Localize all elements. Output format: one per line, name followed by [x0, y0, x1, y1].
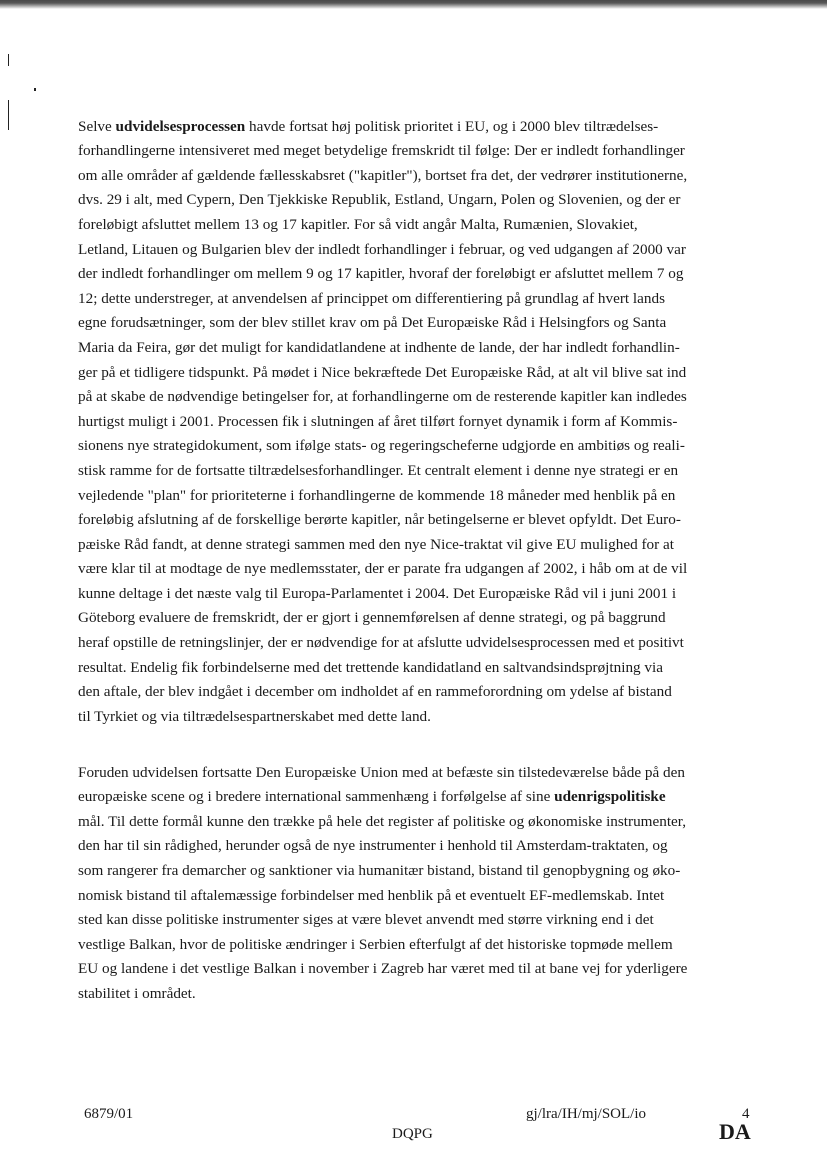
bold-term-foreign-policy: udenrigspolitiske: [554, 788, 666, 806]
paragraph-text: Selve: [78, 117, 116, 135]
author-initials: gj/lra/IH/mj/SOL/io: [526, 1106, 646, 1122]
paragraph-enlargement: [78, 90, 754, 729]
page-number: 4: [742, 1106, 750, 1122]
paragraph-text: havde fortsat høj politisk prioritet i EU, og i 2000 blev tiltrædelses- forhandlingerne intensiveret med meget betydelige fremskridt til følge: Der er indledt forhandlinger om alle områder af gældende fællesskabsret ("kapitler"), bortset fra det, der vedrører institutionerne, dvs. 29 i alt, med Cypern, Den Tjekkiske Republik, Estland, Ungarn, Polen og Slovenien, og der er foreløbigt afsluttet mellem 13 og 17 kapitler. For så vidt angår Malta, Rumænien, Slovakiet, Letland, Litauen og Bulgarien blev der indledt forhandlinger i februar, og ved udgangen af 2000 var der indledt forhandlinger om mellem 9 og 17 kapitler, hvoraf der foreløbigt er afsluttet mellem 7 og 12; dette understreger, at anvendelsen af princippet om differentiering på grundlag af hvert lands egne forudsætninger, som der blev stillet krav om på Det Europæiske Råd i Helsingfors og Santa Maria da Feira, gør det muligt for kandidatlandene at indhente de lande, der har indledt forhandlin- ger på et tidligere tidspunkt. På mødet i Nice bekræftede Det Europæiske Råd, at alt vil blive sat ind på at skabe de nødvendige betingelser for, at forhandlingerne om de resterende kapitler kan indledes hurtigst muligt i 2001. Processen fik i slutningen af året tilført fornyet dynamik i form af Kommis- sionens nye strategidokument, som ifølge stats- og regeringscheferne udgjorde en ambitiøs og reali- stisk ramme for de fortsatte tiltrædelsesforhandlinger. Et centralt element i denne nye strategi er en vejledende "plan" for prioriteterne i forhandlingerne de kommende 18 måneder med henblik på en foreløbig afslutning af de forskellige berørte kapitler, når betingelserne er blevet opfyldt. Det Euro- pæiske Råd fandt, at denne strategi sammen med den nye Nice-traktat vil give EU mulighed for at være klar til at modtage de nye medlemsstater, der er parate fra udgangen af 2002, i håb om at de vil kunne deltage i det næste valg til Europa-Parlamentet i 2004. Det Europæiske Råd vil i juni 2001 i Göteborg evaluere de fremskridt, der er gjort i gennemførelsen af denne strategi, og på baggrund heraf opstille de retningslinjer, der er nødvendige for at afslutte udvidelsesprocessen med et positivt resultat. Endelig fik forbindelserne med det trettende kandidatland en saltvandsindsprøjtning via den aftale, der blev indgået i december om indholdet af en rammeforordning om ydelse af bistand til Tyrkiet og via tiltrædelsespartnerskabet med dette land.: [78, 117, 688, 725]
document-number: 6879/01: [84, 1106, 134, 1122]
paragraph-foreign-policy: [78, 736, 754, 1007]
scan-artifact-mark: [34, 88, 36, 91]
scan-artifact-mark: [8, 54, 9, 66]
bold-term-enlargement-process: udvidelsesprocessen: [115, 117, 246, 135]
scan-top-edge: [0, 0, 827, 9]
directorate-code: DQPG: [392, 1126, 433, 1142]
scan-artifact-mark: [8, 100, 9, 130]
paragraph-text: mål. Til dette formål kunne den trække på hele det register af politiske og økonomiske instrumenter, den har til sin rådighed, herunder også de nye instrumenter i henhold til Amsterdam-traktaten, og som rangerer fra demarcher og sanktioner via humanitær bistand, bistand til genopbygning og øko- nomisk bistand til aftalemæssige forbindelser med henblik på et eventuelt EF-medlemskab. Intet sted kan disse politiske instrumenter siges at være blevet anvendt med større virkning end i det vestlige Balkan, hvor de politiske ændringer i Serbien efterfulgt af det historiske topmøde mellem EU og landene i det vestlige Balkan i november i Zagreb har været med til at bane vej for yderligere stabilitet i området.: [78, 812, 688, 1002]
language-code: DA: [719, 1119, 751, 1144]
paragraph-text: Foruden udvidelsen fortsatte Den Europæiske Union med at befæste sin tilstedeværelse både på den europæiske scene og i bredere international sammenhæng i forfølgelse af sine: [78, 763, 685, 806]
